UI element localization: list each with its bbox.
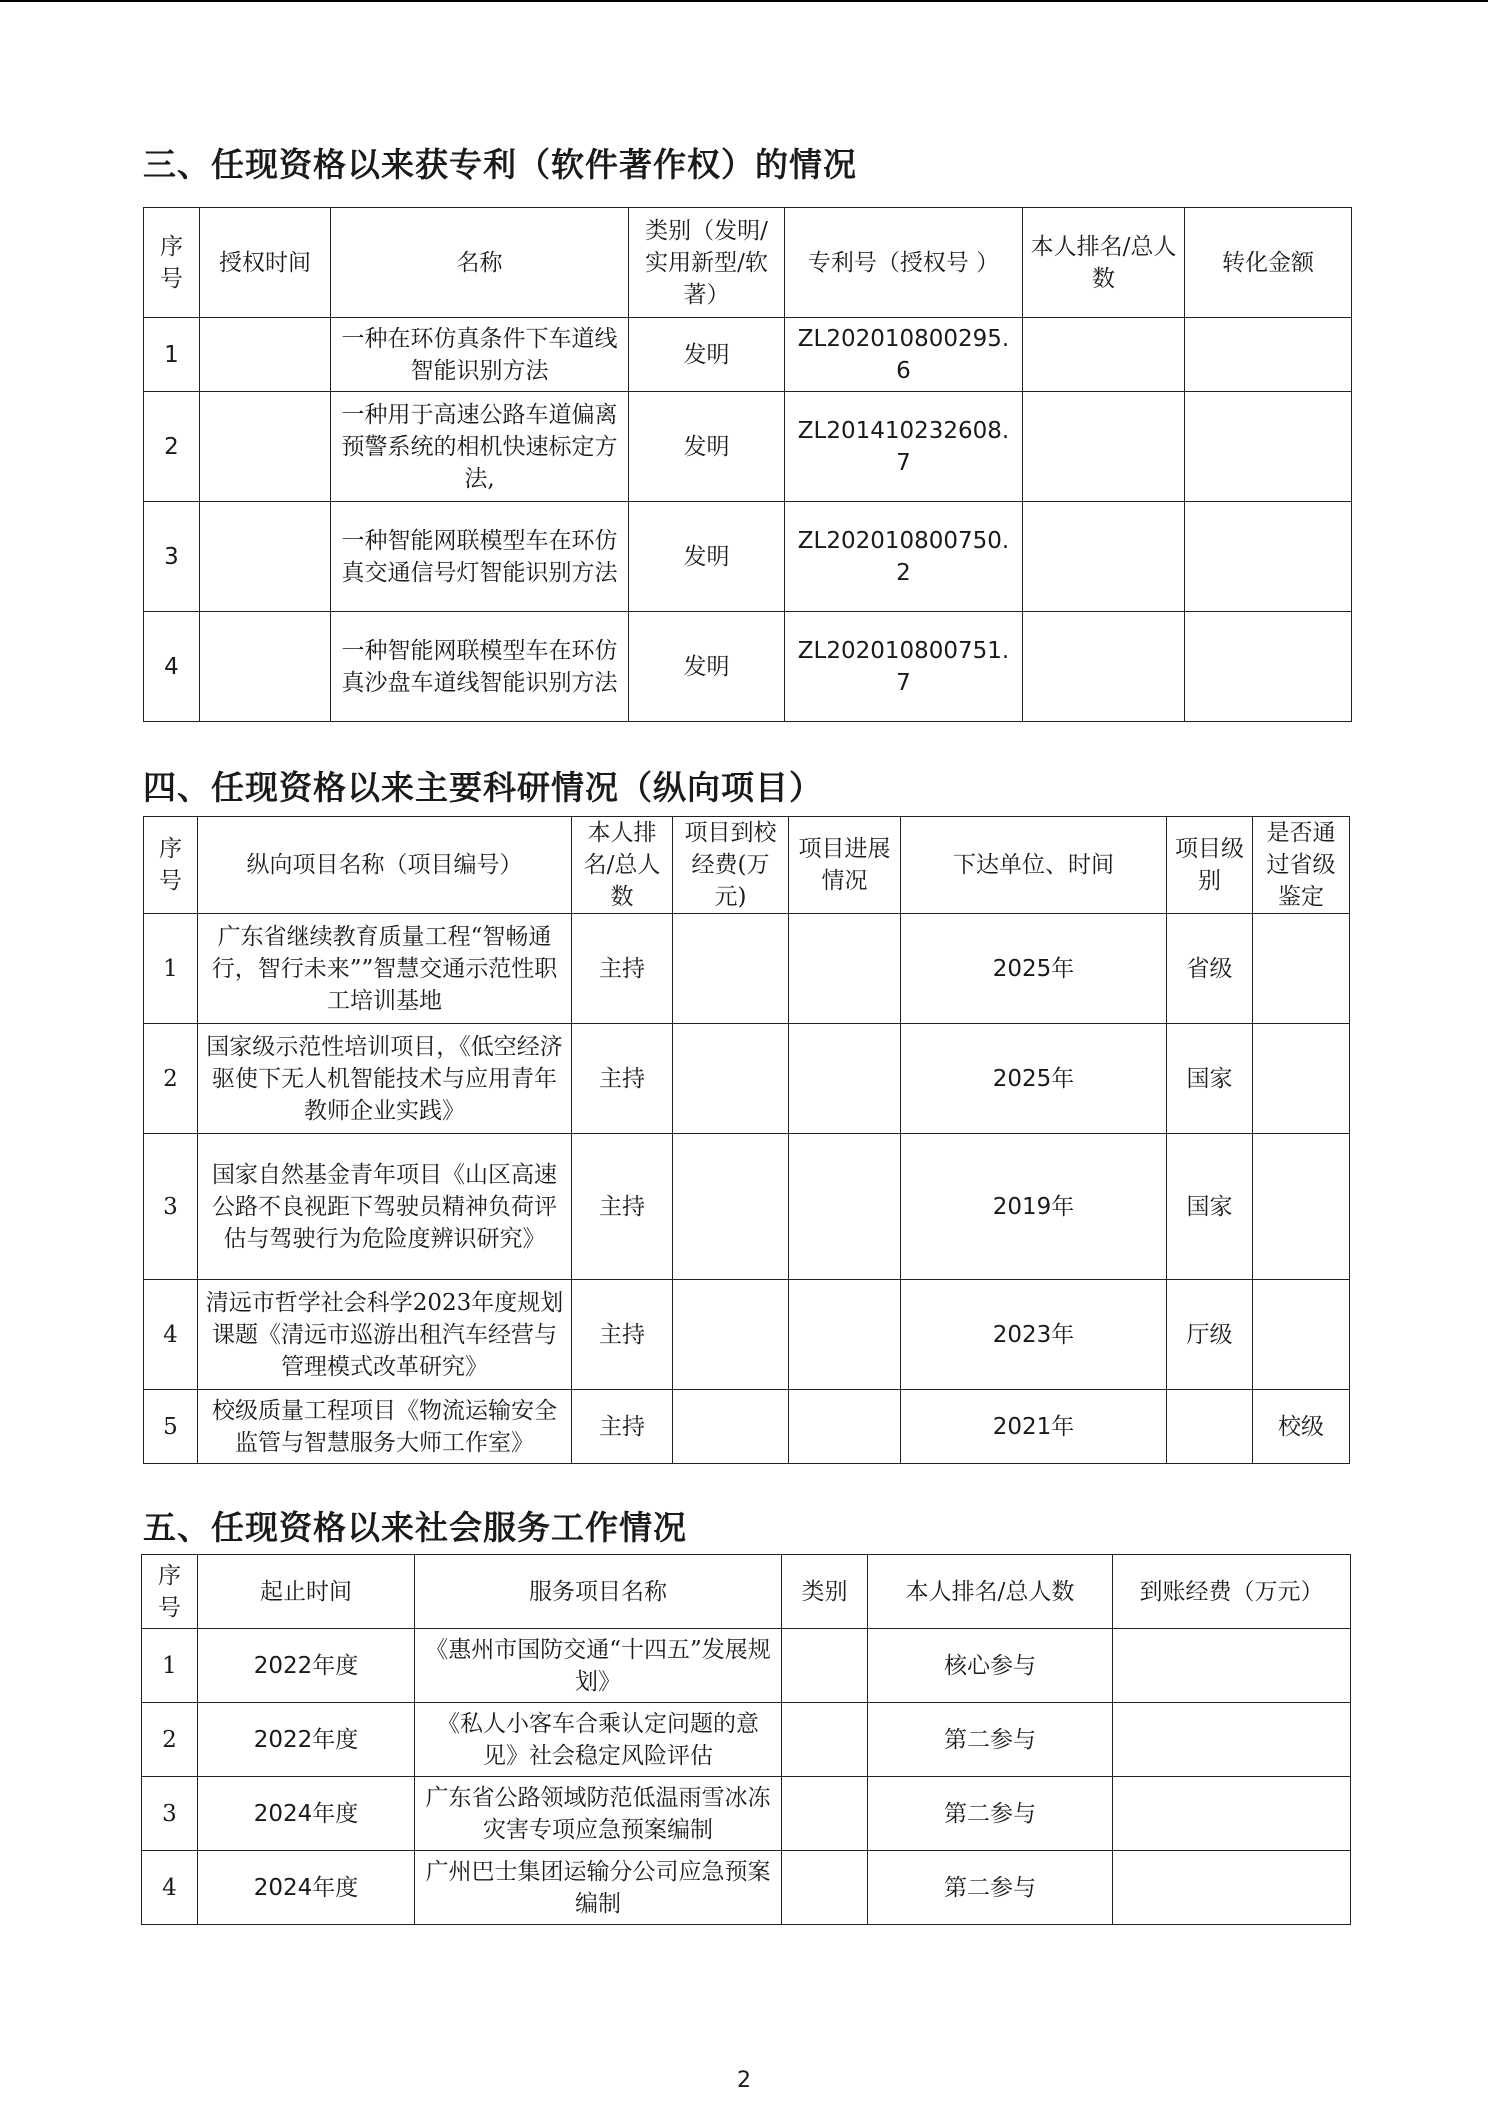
table-cell: [1185, 502, 1352, 612]
header-cell: 序号: [142, 1555, 198, 1629]
table-cell: [673, 1134, 789, 1280]
table-cell: 2: [144, 392, 200, 502]
table-cell: 4: [144, 1280, 198, 1390]
table-cell: [1253, 1024, 1350, 1134]
table-cell: ZL201410232608.7: [785, 392, 1023, 502]
page-number: 2: [737, 2068, 751, 2093]
header-cell: 起止时间: [198, 1555, 415, 1629]
header-cell: 项目进展情况: [789, 817, 901, 914]
header-cell: 到账经费（万元）: [1113, 1555, 1351, 1629]
table-cell: [782, 1851, 868, 1925]
table-cell: 《私人小客车合乘认定问题的意见》社会稳定风险评估: [415, 1703, 782, 1777]
header-cell: 序号: [144, 208, 200, 318]
header-cell: 序号: [144, 817, 198, 914]
table-cell: 一种在环仿真条件下车道线智能识别方法: [331, 318, 629, 392]
table-cell: 发明: [629, 392, 785, 502]
table-cell: 2025年: [901, 1024, 1167, 1134]
section-5-title: 五、任现资格以来社会服务工作情况: [143, 1508, 687, 1547]
table-cell: [1113, 1777, 1351, 1851]
table-cell: 主持: [572, 914, 673, 1024]
table-cell: 校级质量工程项目《物流运输安全监管与智慧服务大师工作室》: [198, 1390, 572, 1464]
header-cell: 是否通过省级鉴定: [1253, 817, 1350, 914]
table-cell: [673, 1280, 789, 1390]
header-cell: 项目级别: [1167, 817, 1253, 914]
table-row: [142, 1703, 1351, 1777]
table-row: [142, 1777, 1351, 1851]
table-cell: [782, 1629, 868, 1703]
table-cell: [1023, 612, 1185, 722]
table-row: [142, 1629, 1351, 1703]
table-cell: 主持: [572, 1024, 673, 1134]
table-cell: 2019年: [901, 1134, 1167, 1280]
service-table: [141, 1554, 1351, 1925]
header-row: [144, 817, 1350, 914]
table-cell: [200, 502, 331, 612]
table-row: [144, 1024, 1350, 1134]
table-cell: 校级: [1253, 1390, 1350, 1464]
table-cell: [789, 914, 901, 1024]
table-cell: 发明: [629, 502, 785, 612]
header-cell: 本人排名/总人数: [1023, 208, 1185, 318]
table-row: [144, 1280, 1350, 1390]
table-cell: [1185, 318, 1352, 392]
table-cell: [200, 392, 331, 502]
table-cell: [782, 1777, 868, 1851]
table-cell: 主持: [572, 1390, 673, 1464]
table-row: [144, 502, 1352, 612]
table-cell: [1023, 318, 1185, 392]
table-row: [144, 914, 1350, 1024]
table-cell: [1253, 914, 1350, 1024]
table-cell: 2021年: [901, 1390, 1167, 1464]
table-cell: 国家级示范性培训项目，《低空经济驱使下无人机智能技术与应用青年教师企业实践》: [198, 1024, 572, 1134]
table-cell: 一种智能网联模型车在环仿真沙盘车道线智能识别方法: [331, 612, 629, 722]
table-row: [144, 612, 1352, 722]
table-cell: 2025年: [901, 914, 1167, 1024]
table-cell: 1: [144, 318, 200, 392]
header-cell: 本人排名/总人数: [868, 1555, 1113, 1629]
table-cell: 《惠州市国防交通“十四五”发展规划》: [415, 1629, 782, 1703]
table-cell: 第二参与: [868, 1703, 1113, 1777]
table-cell: 1: [144, 914, 198, 1024]
section-4-title: 四、任现资格以来主要科研情况（纵向项目）: [143, 768, 823, 807]
table-cell: 国家: [1167, 1134, 1253, 1280]
table-cell: 国家自然基金青年项目《山区高速公路不良视距下驾驶员精神负荷评估与驾驶行为危险度辨识研究》: [198, 1134, 572, 1280]
table-cell: [1253, 1280, 1350, 1390]
header-cell: 专利号（授权号 ）: [785, 208, 1023, 318]
table-cell: 主持: [572, 1134, 673, 1280]
table-cell: 发明: [629, 318, 785, 392]
table-cell: [789, 1134, 901, 1280]
table-cell: [1023, 392, 1185, 502]
table-cell: 2022年度: [198, 1703, 415, 1777]
table-row: [144, 1390, 1350, 1464]
table-cell: [1253, 1134, 1350, 1280]
header-cell: 服务项目名称: [415, 1555, 782, 1629]
header-cell: 类别: [782, 1555, 868, 1629]
table-cell: 发明: [629, 612, 785, 722]
table-cell: 广东省公路领域防范低温雨雪冰冻灾害专项应急预案编制: [415, 1777, 782, 1851]
table-cell: 3: [144, 1134, 198, 1280]
page-top-border: [0, 0, 1488, 2]
table-cell: [200, 612, 331, 722]
table-row: [144, 392, 1352, 502]
table-cell: ZL202010800750.2: [785, 502, 1023, 612]
header-cell: 授权时间: [200, 208, 331, 318]
table-cell: [1113, 1703, 1351, 1777]
table-cell: 第二参与: [868, 1851, 1113, 1925]
table-cell: [1185, 392, 1352, 502]
table-cell: [1023, 502, 1185, 612]
table-cell: 清远市哲学社会科学2023年度规划课题《清远市巡游出租汽车经营与管理模式改革研究》: [198, 1280, 572, 1390]
table-cell: [200, 318, 331, 392]
table-cell: 2: [144, 1024, 198, 1134]
header-cell: 纵向项目名称（项目编号）: [198, 817, 572, 914]
section-3-title: 三、任现资格以来获专利（软件著作权）的情况: [143, 145, 857, 184]
table-cell: 3: [144, 502, 200, 612]
table-cell: 厅级: [1167, 1280, 1253, 1390]
table-cell: 2024年度: [198, 1777, 415, 1851]
table-cell: 2023年: [901, 1280, 1167, 1390]
table-cell: 核心参与: [868, 1629, 1113, 1703]
table-cell: 2024年度: [198, 1851, 415, 1925]
table-cell: 一种用于高速公路车道偏离预警系统的相机快速标定方法,: [331, 392, 629, 502]
table-row: [144, 1134, 1350, 1280]
table-cell: 4: [144, 612, 200, 722]
table-cell: [1167, 1390, 1253, 1464]
table-cell: ZL202010800751.7: [785, 612, 1023, 722]
table-cell: 一种智能网联模型车在环仿真交通信号灯智能识别方法: [331, 502, 629, 612]
table-cell: 5: [144, 1390, 198, 1464]
table-cell: 第二参与: [868, 1777, 1113, 1851]
table-cell: ZL202010800295.6: [785, 318, 1023, 392]
table-cell: [673, 1390, 789, 1464]
table-cell: [1113, 1851, 1351, 1925]
header-row: [142, 1555, 1351, 1629]
research-table: [143, 816, 1350, 1464]
header-cell: 类别（发明/实用新型/软著）: [629, 208, 785, 318]
table-cell: [789, 1390, 901, 1464]
header-cell: 项目到校经费(万元): [673, 817, 789, 914]
table-row: [142, 1851, 1351, 1925]
header-cell: 本人排名/总人数: [572, 817, 673, 914]
table-cell: [789, 1024, 901, 1134]
patent-table: [143, 207, 1352, 722]
table-cell: 4: [142, 1851, 198, 1925]
table-cell: 1: [142, 1629, 198, 1703]
header-row: [144, 208, 1352, 318]
table-cell: [1185, 612, 1352, 722]
table-cell: [1113, 1629, 1351, 1703]
table-cell: [673, 914, 789, 1024]
table-cell: [673, 1024, 789, 1134]
table-cell: 2022年度: [198, 1629, 415, 1703]
table-cell: 广州巴士集团运输分公司应急预案编制: [415, 1851, 782, 1925]
table-cell: [789, 1280, 901, 1390]
table-cell: 主持: [572, 1280, 673, 1390]
table-cell: 3: [142, 1777, 198, 1851]
table-cell: 国家: [1167, 1024, 1253, 1134]
table-cell: 2: [142, 1703, 198, 1777]
header-cell: 下达单位、时间: [901, 817, 1167, 914]
table-cell: 省级: [1167, 914, 1253, 1024]
header-cell: 名称: [331, 208, 629, 318]
header-cell: 转化金额: [1185, 208, 1352, 318]
table-row: [144, 318, 1352, 392]
table-cell: [782, 1703, 868, 1777]
table-cell: 广东省继续教育质量工程“智畅通行，智行未来””智慧交通示范性职工培训基地: [198, 914, 572, 1024]
